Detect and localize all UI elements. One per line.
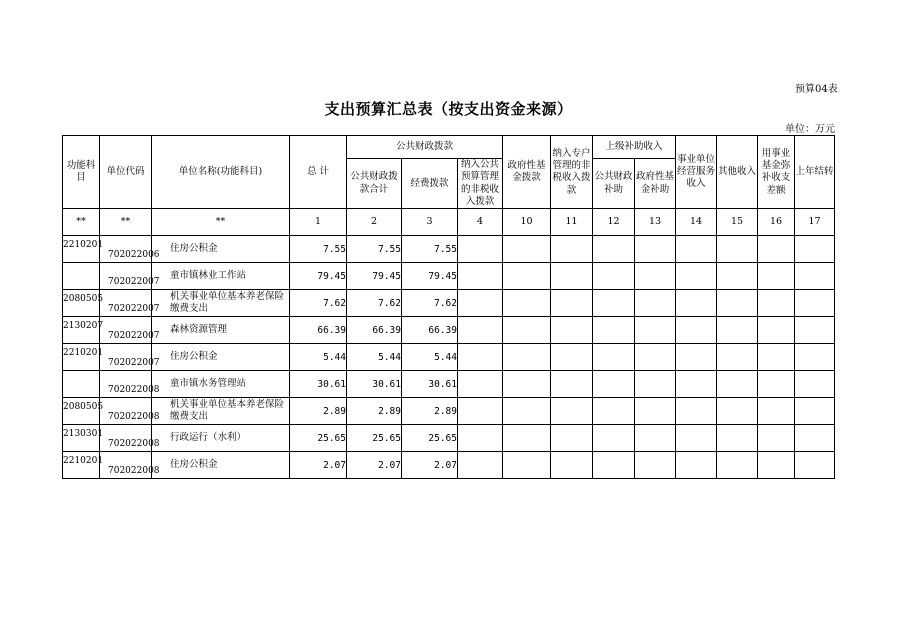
unit-code-cell xyxy=(100,452,160,479)
table-body xyxy=(63,236,835,479)
index-cell: 10 xyxy=(503,209,551,236)
empty-cell xyxy=(635,452,676,479)
func-code-cell xyxy=(63,452,104,479)
unit-code-cell xyxy=(100,371,160,398)
empty-cell xyxy=(717,398,758,425)
page-title: 支出预算汇总表（按支出资金来源） xyxy=(324,100,573,118)
pf-expense-cell: 7.55 xyxy=(402,236,458,263)
pf-subtotal-cell: 7.55 xyxy=(347,236,402,263)
empty-cell xyxy=(758,290,795,317)
empty-cell xyxy=(458,425,503,452)
table-row xyxy=(63,263,835,290)
index-cell: ** xyxy=(63,209,100,236)
empty-cell xyxy=(458,263,503,290)
empty-cell xyxy=(551,263,593,290)
header-gov-fund: 政府性基金拨款 xyxy=(503,136,551,209)
pf-expense-cell: 25.65 xyxy=(402,425,458,452)
index-cell: 13 xyxy=(635,209,676,236)
empty-cell xyxy=(551,236,593,263)
unit-code: 702022008 xyxy=(108,439,160,450)
table-row xyxy=(63,317,835,344)
unit-code-cell xyxy=(100,236,160,263)
empty-cell xyxy=(551,452,593,479)
total-cell: 30.61 xyxy=(290,371,347,398)
empty-cell xyxy=(795,236,835,263)
empty-cell xyxy=(458,344,503,371)
func-code: 2080505 xyxy=(63,294,104,305)
total-cell: 2.89 xyxy=(290,398,347,425)
unit-name-cell xyxy=(152,452,290,479)
unit-code-cell xyxy=(100,344,160,371)
header-public-finance: 公共财政拨款 xyxy=(347,136,503,159)
unit-code: 702022007 xyxy=(108,358,160,369)
empty-cell xyxy=(676,398,717,425)
empty-cell xyxy=(503,398,551,425)
index-row xyxy=(63,209,835,236)
unit-name: 机关事业单位基本养老保险缴费支出 xyxy=(170,291,285,315)
empty-cell xyxy=(795,290,835,317)
total-cell: 5.44 xyxy=(290,344,347,371)
empty-cell xyxy=(717,263,758,290)
empty-cell xyxy=(717,452,758,479)
func-code-cell xyxy=(63,236,104,263)
empty-cell xyxy=(676,317,717,344)
empty-cell xyxy=(593,263,635,290)
empty-cell xyxy=(635,263,676,290)
empty-cell xyxy=(551,290,593,317)
unit-code: 702022008 xyxy=(108,412,160,423)
unit-name-cell xyxy=(152,263,290,290)
header-total: 总 计 xyxy=(290,136,347,209)
empty-cell xyxy=(635,398,676,425)
unit-code-cell xyxy=(100,317,160,344)
table-row xyxy=(63,398,835,425)
func-code-cell xyxy=(63,290,104,317)
unit-name: 住房公积金 xyxy=(170,351,218,363)
table-row xyxy=(63,344,835,371)
pf-expense-cell: 30.61 xyxy=(402,371,458,398)
func-code-cell xyxy=(63,344,104,371)
empty-cell xyxy=(758,398,795,425)
index-cell: 1 xyxy=(290,209,347,236)
pf-expense-cell: 2.07 xyxy=(402,452,458,479)
index-cell: 14 xyxy=(676,209,717,236)
empty-cell xyxy=(593,371,635,398)
pf-subtotal-cell: 30.61 xyxy=(347,371,402,398)
total-cell: 66.39 xyxy=(290,317,347,344)
empty-cell xyxy=(635,236,676,263)
func-code: 2130207 xyxy=(63,321,104,332)
empty-cell xyxy=(635,317,676,344)
empty-cell xyxy=(717,344,758,371)
pf-subtotal-cell: 5.44 xyxy=(347,344,402,371)
empty-cell xyxy=(717,371,758,398)
empty-cell xyxy=(795,344,835,371)
header-unit-code: 单位代码 xyxy=(100,136,152,209)
total-cell: 2.07 xyxy=(290,452,347,479)
func-code-cell xyxy=(63,425,104,452)
empty-cell xyxy=(758,452,795,479)
total-cell: 7.55 xyxy=(290,236,347,263)
empty-cell xyxy=(758,263,795,290)
empty-cell xyxy=(635,344,676,371)
index-cell: 2 xyxy=(347,209,402,236)
pf-subtotal-cell: 2.89 xyxy=(347,398,402,425)
empty-cell xyxy=(676,236,717,263)
header-pf-subtotal: 公共财政拨款合计 xyxy=(347,159,402,209)
unit-name-cell xyxy=(152,236,290,263)
unit-code: 702022007 xyxy=(108,277,160,288)
empty-cell xyxy=(758,371,795,398)
empty-cell xyxy=(503,317,551,344)
pf-subtotal-cell: 66.39 xyxy=(347,317,402,344)
total-cell: 7.62 xyxy=(290,290,347,317)
func-code-cell xyxy=(63,398,104,425)
header-other-income: 其他收入 xyxy=(717,136,758,209)
empty-cell xyxy=(676,371,717,398)
index-cell: ** xyxy=(152,209,290,236)
func-code-cell xyxy=(63,317,104,344)
empty-cell xyxy=(676,263,717,290)
pf-subtotal-cell: 7.62 xyxy=(347,290,402,317)
empty-cell xyxy=(635,425,676,452)
unit-name-cell xyxy=(152,290,290,317)
unit-name-cell xyxy=(152,317,290,344)
index-cell: 3 xyxy=(402,209,458,236)
unit-name-cell xyxy=(152,344,290,371)
empty-cell xyxy=(758,317,795,344)
index-cell: 4 xyxy=(458,209,503,236)
empty-cell xyxy=(593,236,635,263)
unit-code: 702022008 xyxy=(108,385,160,396)
func-code: 2210201 xyxy=(63,348,104,359)
total-cell: 79.45 xyxy=(290,263,347,290)
empty-cell xyxy=(503,236,551,263)
empty-cell xyxy=(676,290,717,317)
empty-cell xyxy=(503,425,551,452)
unit-code: 702022006 xyxy=(108,250,160,261)
empty-cell xyxy=(795,398,835,425)
empty-cell xyxy=(795,263,835,290)
table-row xyxy=(63,236,835,263)
empty-cell xyxy=(717,290,758,317)
empty-cell xyxy=(795,452,835,479)
unit-code-cell xyxy=(100,425,160,452)
pf-subtotal-cell: 79.45 xyxy=(347,263,402,290)
unit-name: 森林资源管理 xyxy=(170,324,228,336)
empty-cell xyxy=(593,425,635,452)
index-cell: 15 xyxy=(717,209,758,236)
index-cell: ** xyxy=(100,209,152,236)
func-code: 2210201 xyxy=(63,240,104,251)
func-code-cell xyxy=(63,371,100,398)
unit-name-cell xyxy=(152,371,290,398)
unit-name: 行政运行（水利） xyxy=(170,432,247,444)
header-superior-subsidy: 上级补助收入 xyxy=(593,136,676,159)
empty-cell xyxy=(758,425,795,452)
empty-cell xyxy=(758,344,795,371)
pf-expense-cell: 66.39 xyxy=(402,317,458,344)
unit-name: 住房公积金 xyxy=(170,243,218,255)
unit-label: 单位：万元 xyxy=(785,124,835,135)
empty-cell xyxy=(593,344,635,371)
header-sub-public: 公共财政补助 xyxy=(593,159,635,209)
empty-cell xyxy=(635,371,676,398)
empty-cell xyxy=(551,344,593,371)
empty-cell xyxy=(593,290,635,317)
empty-cell xyxy=(503,263,551,290)
empty-cell xyxy=(458,398,503,425)
empty-cell xyxy=(503,344,551,371)
header-business-income: 事业单位经营服务收入 xyxy=(676,136,717,209)
empty-cell xyxy=(551,317,593,344)
header-pf-nontax: 纳入公共预算管理的非税收入拨款 xyxy=(458,159,503,209)
empty-cell xyxy=(795,317,835,344)
empty-cell xyxy=(758,236,795,263)
empty-cell xyxy=(458,236,503,263)
pf-expense-cell: 79.45 xyxy=(402,263,458,290)
index-cell: 17 xyxy=(795,209,835,236)
unit-name: 机关事业单位基本养老保险缴费支出 xyxy=(170,399,285,423)
unit-code: 702022008 xyxy=(108,466,160,477)
unit-code-cell xyxy=(100,263,160,290)
empty-cell xyxy=(458,452,503,479)
unit-code-cell xyxy=(100,398,160,425)
unit-name: 童市镇林业工作站 xyxy=(170,270,247,282)
index-cell: 12 xyxy=(593,209,635,236)
empty-cell xyxy=(795,425,835,452)
unit-name: 住房公积金 xyxy=(170,459,218,471)
empty-cell xyxy=(458,317,503,344)
func-code: 2080505 xyxy=(63,402,104,413)
header-func-code: 功能科目 xyxy=(63,136,100,209)
empty-cell xyxy=(503,371,551,398)
unit-code: 702022007 xyxy=(108,304,160,315)
index-cell: 16 xyxy=(758,209,795,236)
empty-cell xyxy=(717,317,758,344)
empty-cell xyxy=(676,425,717,452)
header-unit-name: 单位名称(功能科目) xyxy=(152,136,290,209)
empty-cell xyxy=(593,452,635,479)
table-row xyxy=(63,425,835,452)
index-cell: 11 xyxy=(551,209,593,236)
func-code: 2130301 xyxy=(63,429,104,440)
table-row xyxy=(63,452,835,479)
header-fund-cover: 用事业基金弥补收支差额 xyxy=(758,136,795,209)
empty-cell xyxy=(676,344,717,371)
func-code-cell xyxy=(63,263,100,290)
total-cell: 25.65 xyxy=(290,425,347,452)
empty-cell xyxy=(795,371,835,398)
empty-cell xyxy=(551,398,593,425)
empty-cell xyxy=(593,317,635,344)
unit-name: 童市镇水务管理站 xyxy=(170,378,247,390)
unit-name-cell xyxy=(152,425,290,452)
empty-cell xyxy=(551,425,593,452)
header-special-nontax: 纳入专户管理的非税收入拨款 xyxy=(551,136,593,209)
pf-subtotal-cell: 2.07 xyxy=(347,452,402,479)
pf-subtotal-cell: 25.65 xyxy=(347,425,402,452)
empty-cell xyxy=(717,425,758,452)
empty-cell xyxy=(717,236,758,263)
empty-cell xyxy=(503,452,551,479)
empty-cell xyxy=(503,290,551,317)
empty-cell xyxy=(676,452,717,479)
empty-cell xyxy=(635,290,676,317)
budget-table xyxy=(62,135,835,479)
empty-cell xyxy=(458,371,503,398)
pf-expense-cell: 7.62 xyxy=(402,290,458,317)
header-carryover: 上年结转 xyxy=(795,136,835,209)
form-number: 预算04表 xyxy=(795,84,838,95)
unit-code-cell xyxy=(100,290,160,317)
unit-name-cell xyxy=(152,398,290,425)
header-pf-expense: 经费拨款 xyxy=(402,159,458,209)
pf-expense-cell: 5.44 xyxy=(402,344,458,371)
header-sub-gov: 政府性基金补助 xyxy=(635,159,676,209)
table-row xyxy=(63,371,835,398)
empty-cell xyxy=(458,290,503,317)
empty-cell xyxy=(593,398,635,425)
unit-code: 702022007 xyxy=(108,331,160,342)
table-row xyxy=(63,290,835,317)
pf-expense-cell: 2.89 xyxy=(402,398,458,425)
empty-cell xyxy=(551,371,593,398)
func-code: 2210201 xyxy=(63,456,104,467)
